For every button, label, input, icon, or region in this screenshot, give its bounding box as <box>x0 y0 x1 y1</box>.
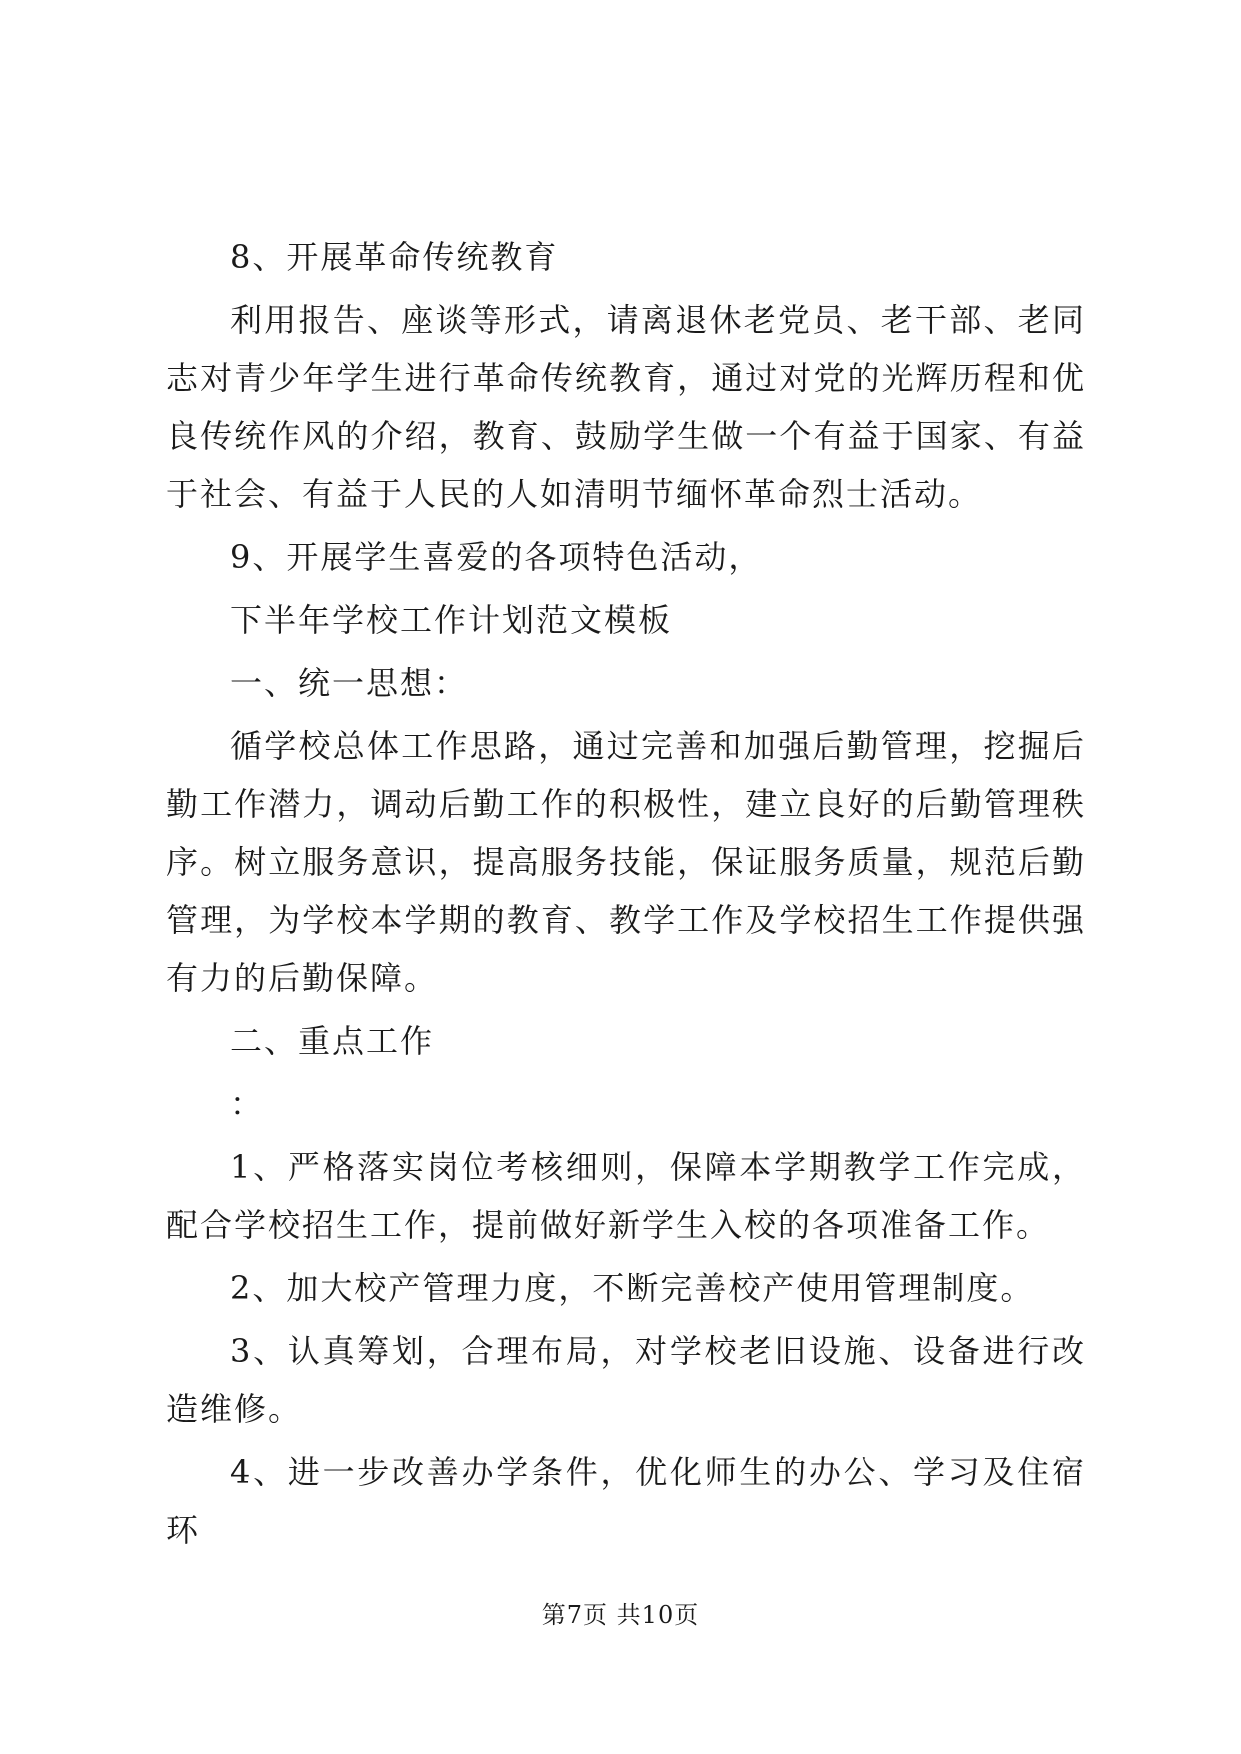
paragraph: 循学校总体工作思路，通过完善和加强后勤管理，挖掘后勤工作潜力，调动后勤工作的积极性，建立良好的后勤管理秩序。树立服务意识，提高服务技能，保证服务质量，规范后勤管理，为学校本学期的教育、教学工作及学校招生工作提供强有力的后勤保障。 <box>166 727 1086 997</box>
paragraph-colon: ： <box>230 1085 265 1123</box>
list-item: 1、严格落实岗位考核细则，保障本学期教学工作完成，配合学校招生工作，提前做好新学生入校的各项准备工作。 <box>166 1148 1086 1244</box>
document-body <box>166 228 1086 1564</box>
paragraph: 8、开展革命传统教育 <box>230 238 559 276</box>
page-footer: 第7页 共10页 <box>541 1601 700 1629</box>
paragraph: 利用报告、座谈等形式，请离退休老党员、老干部、老同志对青少年学生进行革命传统教育，通过对党的光辉历程和优良传统作风的介绍，教育、鼓励学生做一个有益于国家、有益于社会、有益于人民的人如清明节缅怀革命烈士活动。 <box>166 301 1086 513</box>
list-item: 2、加大校产管理力度，不断完善校产使用管理制度。 <box>230 1269 1035 1307</box>
section-title: 下半年学校工作计划范文模板 <box>230 601 673 639</box>
list-item: 3、认真筹划，合理布局，对学校老旧设施、设备进行改造维修。 <box>166 1332 1086 1428</box>
heading-key-work: 二、重点工作 <box>230 1022 435 1060</box>
heading-unify-thought: 一、统一思想： <box>230 664 469 702</box>
paragraph: 9、开展学生喜爱的各项特色活动， <box>230 538 763 576</box>
list-item: 4、进一步改善办学条件，优化师生的办公、学习及住宿环 <box>166 1453 1086 1549</box>
